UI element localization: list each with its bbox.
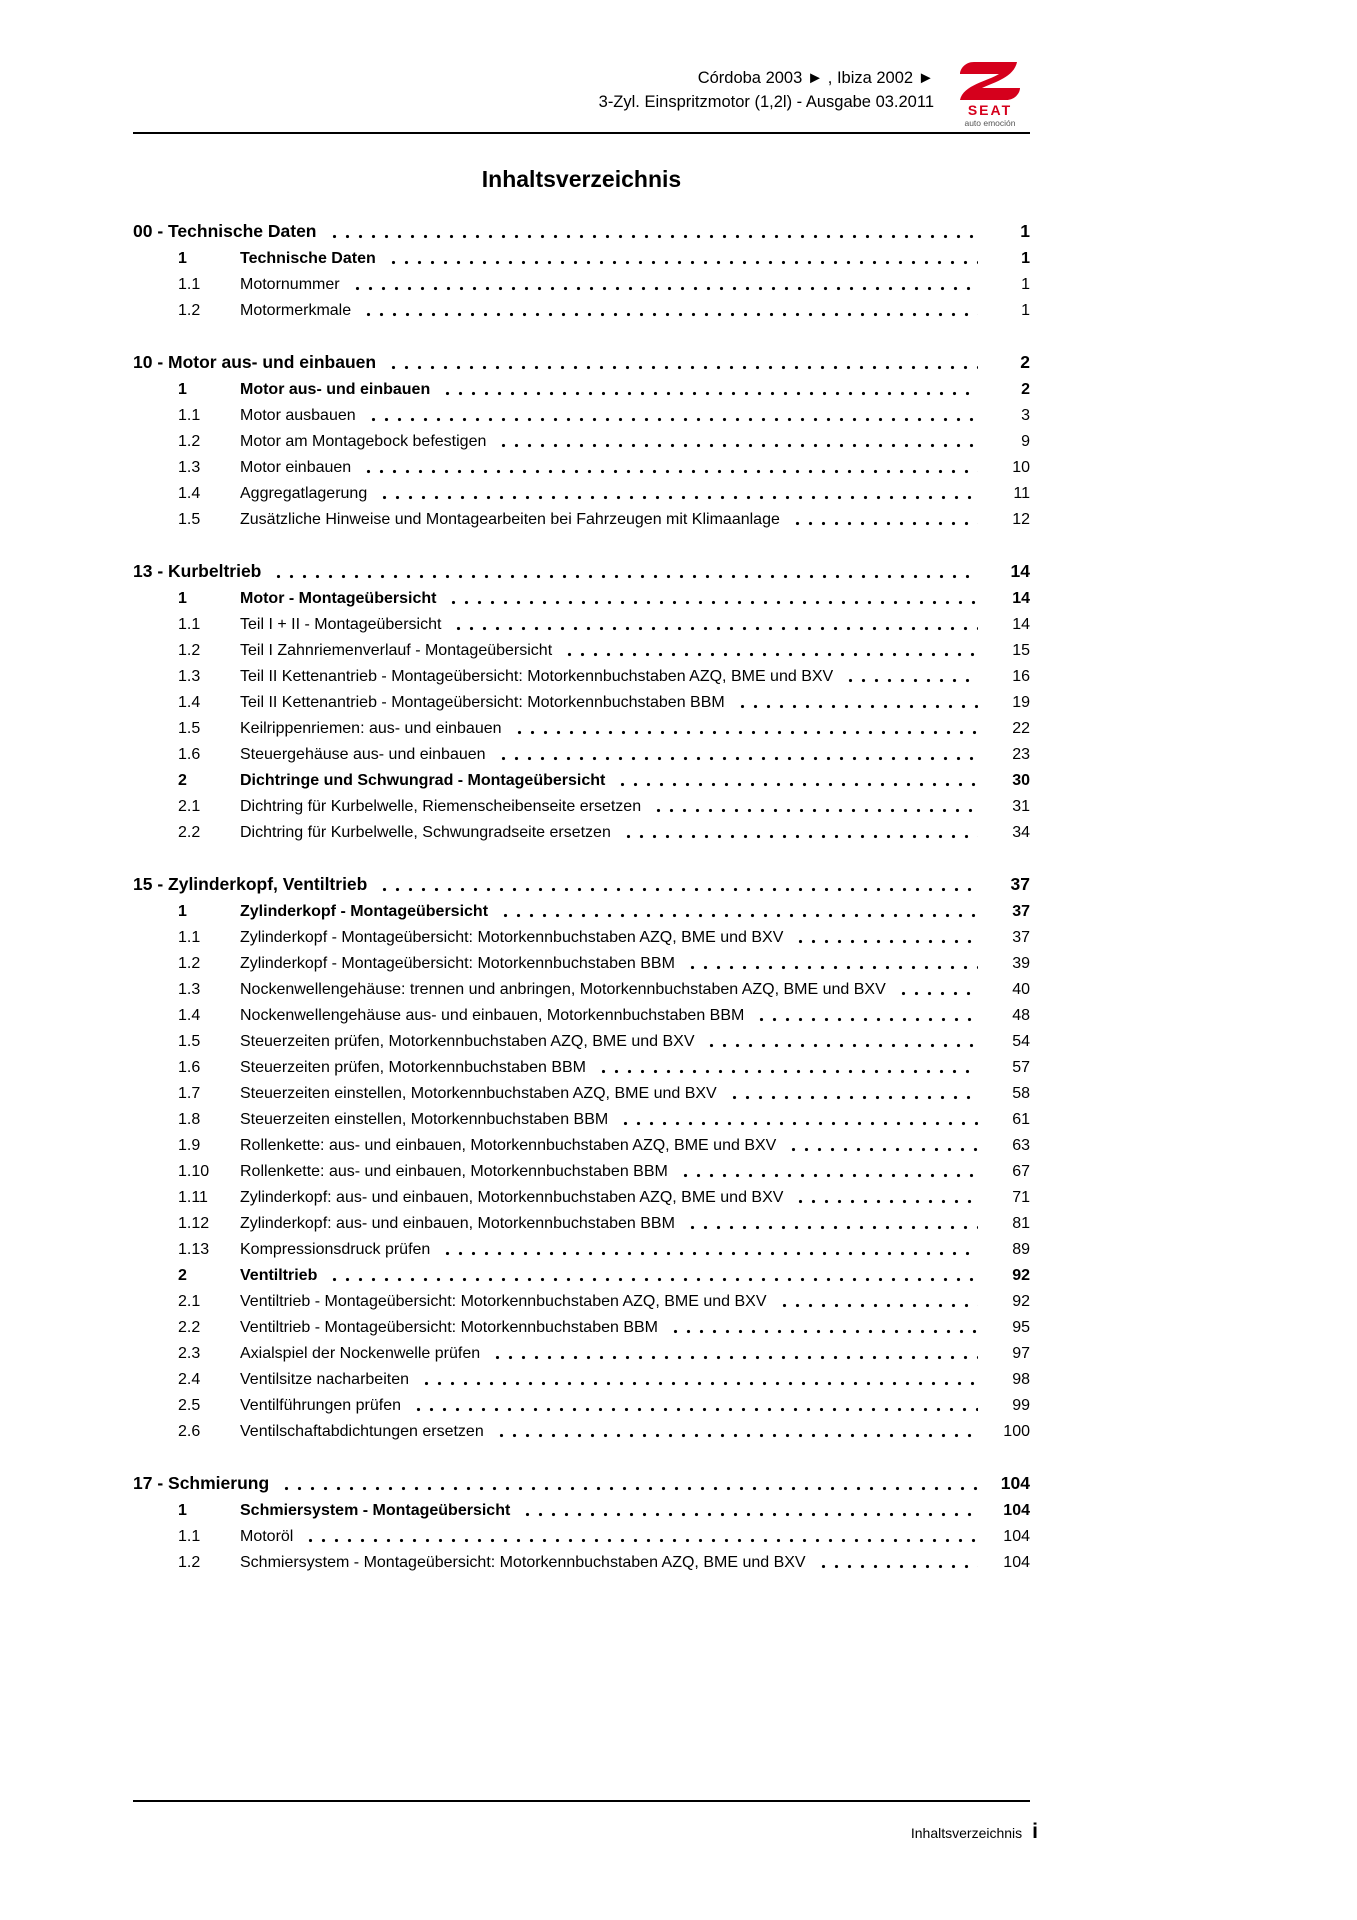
entry-number: 1.4 bbox=[178, 693, 201, 711]
toc-entry bbox=[133, 638, 1030, 664]
footer-divider bbox=[133, 1800, 1030, 1802]
section-label: 13 - Kurbeltrieb bbox=[133, 560, 262, 581]
toc-entry bbox=[133, 586, 1030, 612]
toc-entry bbox=[133, 507, 1030, 533]
dot-leader bbox=[792, 1185, 978, 1211]
entry-number: 1.13 bbox=[178, 1240, 210, 1258]
toc-entry bbox=[133, 429, 1030, 455]
dot-leader bbox=[684, 1211, 978, 1237]
dot-leader bbox=[410, 1393, 978, 1419]
dot-leader bbox=[385, 246, 978, 272]
entry-title: Kompressionsdruck prüfen bbox=[240, 1240, 431, 1258]
entry-page-number: 14 bbox=[1012, 589, 1030, 607]
toc-entry bbox=[133, 1211, 1030, 1237]
entry-title: Motor ausbauen bbox=[240, 406, 356, 424]
entry-title: Motor - Montageübersicht bbox=[240, 589, 437, 607]
entry-page-number: 10 bbox=[1012, 458, 1030, 476]
dot-leader bbox=[278, 1469, 978, 1498]
toc-entry bbox=[133, 1133, 1030, 1159]
entry-number: 1.1 bbox=[178, 275, 201, 293]
dot-leader bbox=[360, 298, 978, 324]
entry-title: Nockenwellengehäuse aus- und einbauen, Motorkennbuchstaben BBM bbox=[240, 1006, 745, 1024]
section-label: 10 - Motor aus- und einbauen bbox=[133, 351, 377, 372]
seat-brand-text: SEAT bbox=[967, 102, 1013, 118]
dot-leader bbox=[495, 742, 978, 768]
toc-entry bbox=[133, 690, 1030, 716]
toc-entry bbox=[133, 1029, 1030, 1055]
dot-leader bbox=[789, 507, 978, 533]
entry-page-number: 99 bbox=[1012, 1396, 1030, 1414]
entry-number: 1.1 bbox=[178, 615, 201, 633]
entry-title: Zylinderkopf: aus- und einbauen, Motorkennbuchstaben AZQ, BME und BXV bbox=[240, 1188, 784, 1206]
entry-page-number: 22 bbox=[1012, 719, 1030, 737]
header-divider bbox=[133, 132, 1030, 134]
toc-entry bbox=[133, 377, 1030, 403]
dot-leader bbox=[561, 638, 978, 664]
toc-entry bbox=[133, 820, 1030, 846]
entry-page-number: 57 bbox=[1012, 1058, 1030, 1076]
toc-entry bbox=[133, 1393, 1030, 1419]
entry-page-number: 89 bbox=[1012, 1240, 1030, 1258]
entry-title: Schmiersystem - Montageübersicht: Motorkennbuchstaben AZQ, BME und BXV bbox=[240, 1553, 806, 1571]
entry-number: 2.4 bbox=[178, 1370, 201, 1388]
dot-leader bbox=[650, 794, 978, 820]
toc-entry bbox=[133, 716, 1030, 742]
entry-page-number: 1 bbox=[1021, 301, 1030, 319]
toc-entry bbox=[133, 272, 1030, 298]
toc-entry bbox=[133, 246, 1030, 272]
page-header bbox=[133, 0, 1030, 128]
toc-section-heading bbox=[133, 557, 1030, 586]
toc-entry bbox=[133, 951, 1030, 977]
entry-number: 2.2 bbox=[178, 823, 201, 841]
dot-leader bbox=[497, 899, 978, 925]
entry-number: 1.2 bbox=[178, 641, 201, 659]
entry-number: 2 bbox=[178, 771, 187, 789]
entry-number: 1.6 bbox=[178, 745, 201, 763]
entry-title: Rollenkette: aus- und einbauen, Motorkennbuchstaben AZQ, BME und BXV bbox=[240, 1136, 777, 1154]
entry-page-number: 92 bbox=[1012, 1266, 1030, 1284]
header-text bbox=[599, 60, 934, 114]
entry-page-number: 71 bbox=[1012, 1188, 1030, 1206]
entry-title: Zylinderkopf: aus- und einbauen, Motorkennbuchstaben BBM bbox=[240, 1214, 675, 1232]
entry-title: Technische Daten bbox=[240, 249, 376, 267]
toc-section-heading bbox=[133, 870, 1030, 899]
entry-number: 1.8 bbox=[178, 1110, 201, 1128]
entry-title: Ventiltrieb - Montageübersicht: Motorkennbuchstaben BBM bbox=[240, 1318, 659, 1336]
entry-number: 2.1 bbox=[178, 1292, 201, 1310]
entry-page-number: 30 bbox=[1012, 771, 1030, 789]
dot-leader bbox=[365, 403, 978, 429]
entry-number: 1.1 bbox=[178, 406, 201, 424]
toc-section-heading bbox=[133, 348, 1030, 377]
toc-entry bbox=[133, 1185, 1030, 1211]
toc-entry bbox=[133, 403, 1030, 429]
toc-entry bbox=[133, 1003, 1030, 1029]
section-page-number: 14 bbox=[1010, 560, 1030, 581]
entry-number: 1.3 bbox=[178, 667, 201, 685]
entry-number: 1.5 bbox=[178, 1032, 201, 1050]
seat-s-icon bbox=[950, 60, 1030, 102]
entry-number: 1.9 bbox=[178, 1136, 201, 1154]
section-label: 17 - Schmierung bbox=[133, 1472, 270, 1493]
entry-page-number: 98 bbox=[1012, 1370, 1030, 1388]
entry-title: Dichtring für Kurbelwelle, Schwungradseite ersetzen bbox=[240, 823, 611, 841]
dot-leader bbox=[895, 977, 978, 1003]
toc-entry bbox=[133, 742, 1030, 768]
toc-entry bbox=[133, 925, 1030, 951]
entry-page-number: 104 bbox=[1003, 1553, 1030, 1571]
toc-entry bbox=[133, 1055, 1030, 1081]
dot-leader bbox=[445, 586, 978, 612]
entry-title: Ventilschaftabdichtungen ersetzen bbox=[240, 1422, 484, 1440]
toc-entry bbox=[133, 977, 1030, 1003]
entry-page-number: 15 bbox=[1012, 641, 1030, 659]
toc-entry bbox=[133, 899, 1030, 925]
entry-number: 2.6 bbox=[178, 1422, 201, 1440]
dot-leader bbox=[418, 1367, 978, 1393]
entry-title: Motor einbauen bbox=[240, 458, 352, 476]
dot-leader bbox=[360, 455, 978, 481]
entry-number: 1.2 bbox=[178, 1553, 201, 1571]
entry-title: Motoröl bbox=[240, 1527, 294, 1545]
dot-leader bbox=[493, 1419, 978, 1445]
toc-entry bbox=[133, 1341, 1030, 1367]
dot-leader bbox=[703, 1029, 978, 1055]
entry-title: Nockenwellengehäuse: trennen und anbringen, Motorkennbuchstaben AZQ, BME und BXV bbox=[240, 980, 886, 998]
entry-page-number: 2 bbox=[1021, 380, 1030, 398]
seat-logo bbox=[950, 60, 1030, 128]
entry-page-number: 37 bbox=[1012, 928, 1030, 946]
entry-page-number: 37 bbox=[1012, 902, 1030, 920]
toc-section-heading bbox=[133, 217, 1030, 246]
header-edition-line: 3-Zyl. Einspritzmotor (1,2l) - Ausgabe 03.2011 bbox=[598, 93, 934, 111]
entry-page-number: 63 bbox=[1012, 1136, 1030, 1154]
entry-title: Aggregatlagerung bbox=[240, 484, 368, 502]
entry-page-number: 54 bbox=[1012, 1032, 1030, 1050]
entry-page-number: 34 bbox=[1012, 823, 1030, 841]
footer-label: Inhaltsverzeichnis bbox=[910, 1825, 1023, 1841]
section-page-number: 37 bbox=[1010, 873, 1030, 894]
entry-title: Schmiersystem - Montageübersicht bbox=[240, 1501, 511, 1519]
toc-entry bbox=[133, 1419, 1030, 1445]
dot-leader bbox=[684, 951, 978, 977]
toc-entry bbox=[133, 1237, 1030, 1263]
entry-title: Teil II Kettenantrieb - Montageübersicht: Motorkennbuchstaben BBM bbox=[240, 693, 725, 711]
dot-leader bbox=[326, 217, 979, 246]
dot-leader bbox=[776, 1289, 978, 1315]
entry-title: Motor aus- und einbauen bbox=[240, 380, 431, 398]
dot-leader bbox=[734, 690, 978, 716]
table-of-contents bbox=[133, 217, 1030, 1576]
dot-leader bbox=[792, 925, 978, 951]
entry-number: 1.5 bbox=[178, 719, 201, 737]
entry-page-number: 92 bbox=[1012, 1292, 1030, 1310]
entry-number: 1.4 bbox=[178, 484, 201, 502]
dot-leader bbox=[785, 1133, 978, 1159]
entry-page-number: 11 bbox=[1013, 484, 1030, 502]
entry-number: 1.2 bbox=[178, 954, 201, 972]
page-footer bbox=[133, 1820, 1038, 1844]
entry-title: Motormerkmale bbox=[240, 301, 352, 319]
page-title: Inhaltsverzeichnis bbox=[481, 165, 682, 192]
entry-page-number: 67 bbox=[1012, 1162, 1030, 1180]
dot-leader bbox=[439, 377, 978, 403]
dot-leader bbox=[595, 1055, 978, 1081]
section-page-number: 2 bbox=[1020, 351, 1030, 372]
dot-leader bbox=[326, 1263, 978, 1289]
dot-leader bbox=[302, 1524, 978, 1550]
entry-title: Zylinderkopf - Montageübersicht: Motorkennbuchstaben BBM bbox=[240, 954, 675, 972]
entry-page-number: 3 bbox=[1021, 406, 1030, 424]
toc-entry bbox=[133, 1263, 1030, 1289]
entry-number: 2.3 bbox=[178, 1344, 201, 1362]
dot-leader bbox=[511, 716, 978, 742]
entry-number: 1.1 bbox=[178, 1527, 201, 1545]
entry-number: 1.1 bbox=[178, 928, 201, 946]
entry-title: Zylinderkopf - Montageübersicht: Motorkennbuchstaben AZQ, BME und BXV bbox=[240, 928, 784, 946]
dot-leader bbox=[614, 768, 978, 794]
section-label: 15 - Zylinderkopf, Ventiltrieb bbox=[133, 873, 368, 894]
entry-page-number: 100 bbox=[1003, 1422, 1030, 1440]
entry-title: Motornummer bbox=[240, 275, 340, 293]
toc-entry bbox=[133, 768, 1030, 794]
toc-section-heading bbox=[133, 1469, 1030, 1498]
entry-page-number: 61 bbox=[1012, 1110, 1030, 1128]
entry-number: 1.3 bbox=[178, 980, 201, 998]
toc-entry bbox=[133, 794, 1030, 820]
dot-leader bbox=[439, 1237, 978, 1263]
entry-page-number: 1 bbox=[1021, 249, 1030, 267]
entry-number: 1 bbox=[178, 902, 187, 920]
dot-leader bbox=[376, 481, 978, 507]
dot-leader bbox=[495, 429, 978, 455]
dot-leader bbox=[385, 348, 978, 377]
entry-number: 2 bbox=[178, 1266, 187, 1284]
entry-number: 1.5 bbox=[178, 510, 201, 528]
toc-entry bbox=[133, 612, 1030, 638]
toc-entry bbox=[133, 1550, 1030, 1576]
entry-title: Keilrippenriemen: aus- und einbauen bbox=[240, 719, 502, 737]
page-content bbox=[133, 0, 1030, 1576]
entry-title: Rollenkette: aus- und einbauen, Motorkennbuchstaben BBM bbox=[240, 1162, 668, 1180]
entry-page-number: 31 bbox=[1012, 797, 1030, 815]
dot-leader bbox=[842, 664, 978, 690]
toc-entry bbox=[133, 298, 1030, 324]
dot-leader bbox=[815, 1550, 978, 1576]
entry-title: Zusätzliche Hinweise und Montagearbeiten bei Fahrzeugen mit Klimaanlage bbox=[240, 510, 780, 528]
toc-entry bbox=[133, 455, 1030, 481]
dot-leader bbox=[677, 1159, 978, 1185]
entry-number: 1.12 bbox=[178, 1214, 210, 1232]
entry-number: 1 bbox=[178, 380, 187, 398]
entry-title: Steuerzeiten einstellen, Motorkennbuchstaben AZQ, BME und BXV bbox=[240, 1084, 717, 1102]
dot-leader bbox=[753, 1003, 978, 1029]
toc-entry bbox=[133, 1289, 1030, 1315]
entry-page-number: 23 bbox=[1012, 745, 1030, 763]
dot-leader bbox=[270, 557, 978, 586]
dot-leader bbox=[349, 272, 978, 298]
section-page-number: 104 bbox=[1000, 1472, 1030, 1493]
entry-number: 1.2 bbox=[178, 301, 201, 319]
entry-number: 1.10 bbox=[178, 1162, 210, 1180]
dot-leader bbox=[667, 1315, 978, 1341]
entry-title: Ventilsitze nacharbeiten bbox=[240, 1370, 409, 1388]
entry-page-number: 9 bbox=[1021, 432, 1030, 450]
entry-page-number: 104 bbox=[1003, 1501, 1030, 1519]
entry-number: 2.5 bbox=[178, 1396, 201, 1414]
entry-title: Dichtring für Kurbelwelle, Riemenscheibenseite ersetzen bbox=[240, 797, 642, 815]
section-label: 00 - Technische Daten bbox=[133, 220, 317, 241]
entry-page-number: 81 bbox=[1012, 1214, 1030, 1232]
entry-page-number: 39 bbox=[1012, 954, 1030, 972]
entry-page-number: 1 bbox=[1021, 275, 1030, 293]
toc-entry bbox=[133, 664, 1030, 690]
entry-number: 1.6 bbox=[178, 1058, 201, 1076]
entry-number: 2.2 bbox=[178, 1318, 201, 1336]
dot-leader bbox=[450, 612, 978, 638]
seat-tagline-text: auto emoción bbox=[964, 118, 1016, 128]
toc-entry bbox=[133, 1159, 1030, 1185]
entry-page-number: 16 bbox=[1012, 667, 1030, 685]
entry-page-number: 14 bbox=[1012, 615, 1030, 633]
dot-leader bbox=[620, 820, 978, 846]
entry-number: 1.3 bbox=[178, 458, 201, 476]
entry-number: 1.2 bbox=[178, 432, 201, 450]
toc-entry bbox=[133, 481, 1030, 507]
dot-leader bbox=[617, 1107, 978, 1133]
toc-entry bbox=[133, 1107, 1030, 1133]
entry-page-number: 58 bbox=[1012, 1084, 1030, 1102]
entry-number: 1 bbox=[178, 1501, 187, 1519]
entry-title: Teil I Zahnriemenverlauf - Montageübersicht bbox=[240, 641, 553, 659]
toc-entry bbox=[133, 1524, 1030, 1550]
entry-page-number: 48 bbox=[1012, 1006, 1030, 1024]
entry-page-number: 97 bbox=[1012, 1344, 1030, 1362]
entry-title: Axialspiel der Nockenwelle prüfen bbox=[240, 1344, 481, 1362]
entry-title: Teil I + II - Montageübersicht bbox=[240, 615, 442, 633]
entry-page-number: 19 bbox=[1012, 693, 1030, 711]
entry-number: 1.4 bbox=[178, 1006, 201, 1024]
dot-leader bbox=[489, 1341, 978, 1367]
entry-title: Dichtringe und Schwungrad - Montageübersicht bbox=[240, 771, 606, 789]
toc-entry bbox=[133, 1315, 1030, 1341]
entry-title: Steuerzeiten prüfen, Motorkennbuchstaben AZQ, BME und BXV bbox=[240, 1032, 695, 1050]
entry-number: 1 bbox=[178, 249, 187, 267]
toc-entry bbox=[133, 1367, 1030, 1393]
entry-title: Zylinderkopf - Montageübersicht bbox=[240, 902, 489, 920]
entry-title: Teil II Kettenantrieb - Montageübersicht: Motorkennbuchstaben AZQ, BME und BXV bbox=[240, 667, 834, 685]
entry-page-number: 40 bbox=[1012, 980, 1030, 998]
entry-page-number: 12 bbox=[1012, 510, 1030, 528]
section-page-number: 1 bbox=[1020, 220, 1030, 241]
dot-leader bbox=[376, 870, 978, 899]
entry-title: Ventilführungen prüfen bbox=[240, 1396, 402, 1414]
header-model-line: Córdoba 2003 ► , Ibiza 2002 ► bbox=[697, 69, 934, 87]
dot-leader bbox=[519, 1498, 978, 1524]
entry-title: Steuergehäuse aus- und einbauen bbox=[240, 745, 486, 763]
entry-title: Steuerzeiten einstellen, Motorkennbuchstaben BBM bbox=[240, 1110, 609, 1128]
entry-page-number: 104 bbox=[1003, 1527, 1030, 1545]
entry-number: 1.11 bbox=[178, 1188, 208, 1206]
entry-title: Steuerzeiten prüfen, Motorkennbuchstaben BBM bbox=[240, 1058, 586, 1076]
entry-number: 1 bbox=[178, 589, 187, 607]
toc-entry bbox=[133, 1498, 1030, 1524]
entry-title: Motor am Montagebock befestigen bbox=[240, 432, 487, 450]
entry-number: 1.7 bbox=[178, 1084, 201, 1102]
entry-page-number: 95 bbox=[1012, 1318, 1030, 1336]
entry-number: 2.1 bbox=[178, 797, 201, 815]
toc-entry bbox=[133, 1081, 1030, 1107]
entry-title: Ventiltrieb - Montageübersicht: Motorkennbuchstaben AZQ, BME und BXV bbox=[240, 1292, 767, 1310]
dot-leader bbox=[726, 1081, 978, 1107]
entry-title: Ventiltrieb bbox=[240, 1266, 318, 1284]
footer-page-number: i bbox=[1032, 1820, 1038, 1843]
